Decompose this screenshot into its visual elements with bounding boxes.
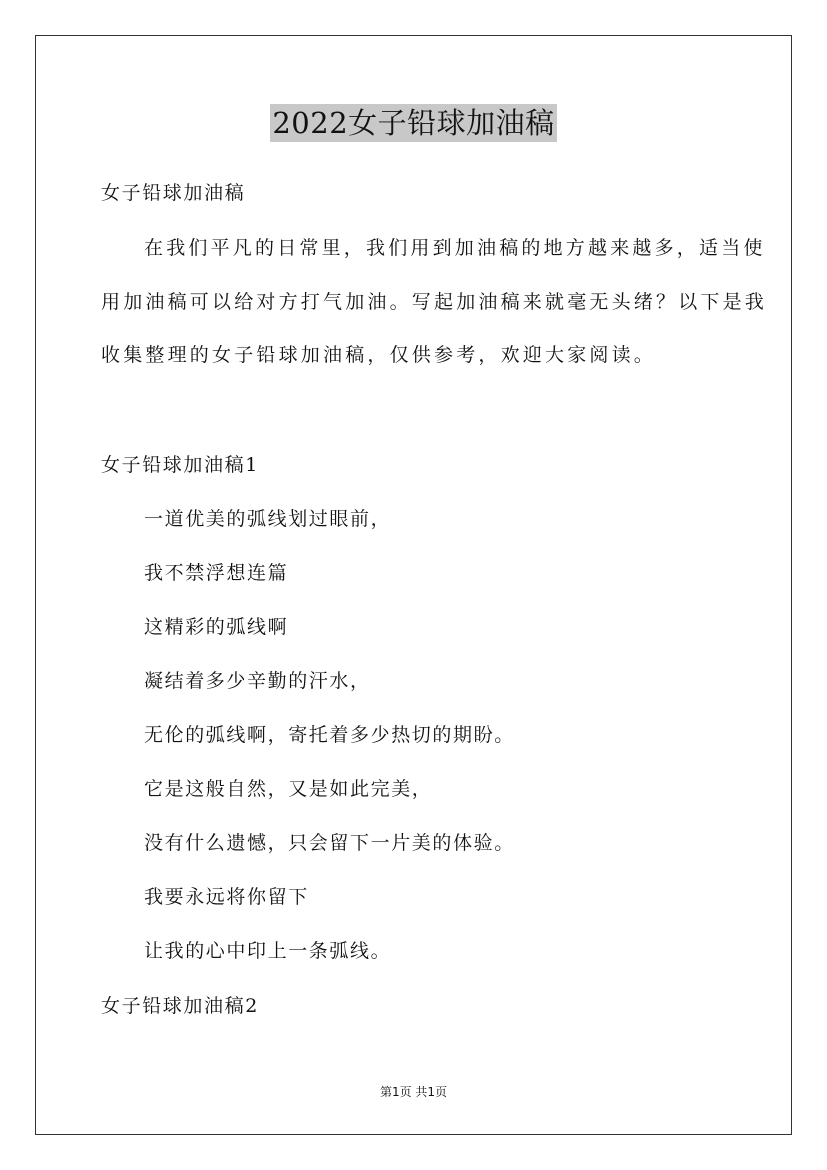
poem-line: 一道优美的弧线划过眼前， xyxy=(144,508,392,530)
poem-line: 它是这般自然，又是如此完美， xyxy=(144,778,433,800)
poem-line: 我不禁浮想连篇 xyxy=(144,562,289,584)
section-heading: 女子铅球加油稿2 xyxy=(101,995,259,1017)
poem-line: 让我的心中印上一条弧线。 xyxy=(144,940,392,962)
document-title: 2022女子铅球加油稿 xyxy=(272,106,555,140)
intro-line: 用加油稿可以给对方打气加油。写起加油稿来就毫无头绪？以下是我 xyxy=(101,291,768,313)
poem-line: 凝结着多少辛勤的汗水， xyxy=(144,670,371,692)
page-footer: 第1页 共1页 xyxy=(379,1085,448,1099)
poem-line: 我要永远将你留下 xyxy=(144,886,309,908)
intro-line: 在我们平凡的日常里，我们用到加油稿的地方越来越多，适当使 xyxy=(144,237,766,259)
poem-line: 无伦的弧线啊，寄托着多少热切的期盼。 xyxy=(144,724,515,746)
poem-line: 这精彩的弧线啊 xyxy=(144,616,289,638)
title-container xyxy=(0,104,827,142)
intro-line: 收集整理的女子铅球加油稿，仅供参考，欢迎大家阅读。 xyxy=(101,344,657,366)
poem-line: 没有什么遗憾，只会留下一片美的体验。 xyxy=(144,832,515,854)
subtitle: 女子铅球加油稿 xyxy=(101,182,246,204)
section-heading: 女子铅球加油稿1 xyxy=(101,454,259,476)
